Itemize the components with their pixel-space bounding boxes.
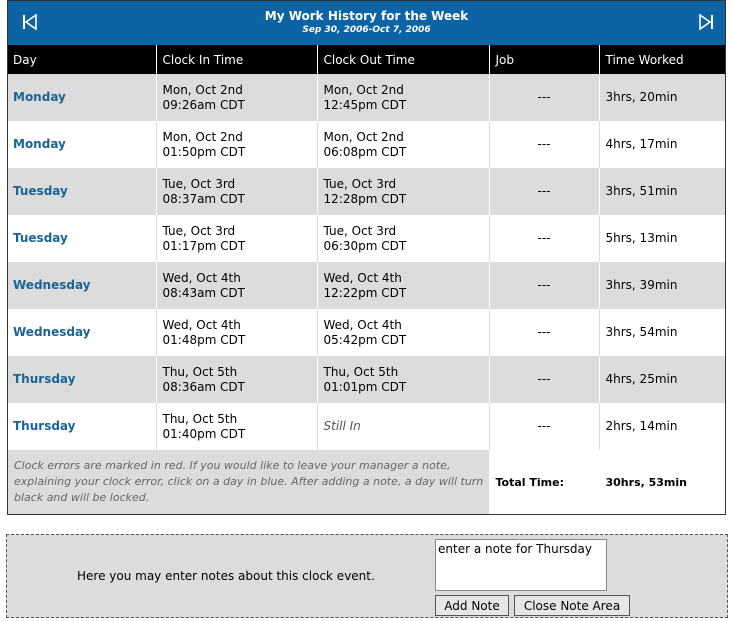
job-cell: --- <box>489 215 599 262</box>
time-worked-cell: 3hrs, 20min <box>599 74 726 121</box>
note-area <box>6 534 728 618</box>
column-header-time-worked: Time Worked <box>599 45 726 74</box>
add-note-button[interactable]: Add Note <box>435 595 509 616</box>
clock-out-cell: Wed, Oct 4th 12:22pm CDT <box>317 262 489 309</box>
job-cell: --- <box>489 262 599 309</box>
day-link[interactable]: Tuesday <box>13 231 68 245</box>
date-range: Sep 30, 2006-Oct 7, 2006 <box>302 25 431 35</box>
job-cell: --- <box>489 74 599 121</box>
day-link[interactable]: Monday <box>13 137 66 151</box>
job-cell: --- <box>489 309 599 356</box>
day-link[interactable]: Tuesday <box>13 184 68 198</box>
clock-in-cell: Wed, Oct 4th 01:48pm CDT <box>156 309 317 356</box>
clock-out-cell: Tue, Oct 3rd 12:28pm CDT <box>317 168 489 215</box>
job-cell: --- <box>489 121 599 168</box>
still-in-status: Still In <box>323 419 361 433</box>
job-cell: --- <box>489 403 599 450</box>
page-title: My Work History for the Week <box>264 9 469 23</box>
job-cell: --- <box>489 168 599 215</box>
day-link[interactable]: Monday <box>13 90 66 104</box>
clock-in-cell: Tue, Oct 3rd 08:37am CDT <box>156 168 317 215</box>
clock-in-cell: Thu, Oct 5th 01:40pm CDT <box>156 403 317 450</box>
clock-error-info: Clock errors are marked in red. If you would like to leave your manager a note, explaining your clock error, click on a day in blue. After adding a note, a day will turn black and will be locked. <box>7 450 489 514</box>
clock-in-cell: Tue, Oct 3rd 01:17pm CDT <box>156 215 317 262</box>
total-time-label: Total Time: <box>489 450 599 514</box>
clock-out-cell: Mon, Oct 2nd 12:45pm CDT <box>317 74 489 121</box>
clock-out-cell: Mon, Oct 2nd 06:08pm CDT <box>317 121 489 168</box>
close-note-area-button[interactable]: Close Note Area <box>514 595 630 616</box>
clock-in-cell: Mon, Oct 2nd 01:50pm CDT <box>156 121 317 168</box>
column-header-clock-in: Clock In Time <box>156 45 317 74</box>
time-worked-cell: 4hrs, 25min <box>599 356 726 403</box>
time-worked-cell: 3hrs, 54min <box>599 309 726 356</box>
time-worked-cell: 2hrs, 14min <box>599 403 726 450</box>
time-worked-cell: 3hrs, 51min <box>599 168 726 215</box>
time-worked-cell: 3hrs, 39min <box>599 262 726 309</box>
time-worked-cell: 4hrs, 17min <box>599 121 726 168</box>
total-time-value: 30hrs, 53min <box>599 450 726 514</box>
note-textarea[interactable] <box>435 539 607 591</box>
time-worked-cell: 5hrs, 13min <box>599 215 726 262</box>
table-border <box>7 0 726 515</box>
column-header-day: Day <box>7 45 156 74</box>
day-link[interactable]: Thursday <box>13 419 76 433</box>
day-link[interactable]: Wednesday <box>13 325 91 339</box>
note-instructions: Here you may enter notes about this clock event. <box>77 569 375 583</box>
clock-in-cell: Thu, Oct 5th 08:36am CDT <box>156 356 317 403</box>
clock-out-cell: Thu, Oct 5th 01:01pm CDT <box>317 356 489 403</box>
day-link[interactable]: Thursday <box>13 372 76 386</box>
column-header-clock-out: Clock Out Time <box>317 45 489 74</box>
clock-in-cell: Mon, Oct 2nd 09:26am CDT <box>156 74 317 121</box>
job-cell: --- <box>489 356 599 403</box>
clock-in-cell: Wed, Oct 4th 08:43am CDT <box>156 262 317 309</box>
day-link[interactable]: Wednesday <box>13 278 91 292</box>
clock-out-cell: Wed, Oct 4th 05:42pm CDT <box>317 309 489 356</box>
clock-out-cell: Tue, Oct 3rd 06:30pm CDT <box>317 215 489 262</box>
column-header-job: Job <box>489 45 599 74</box>
